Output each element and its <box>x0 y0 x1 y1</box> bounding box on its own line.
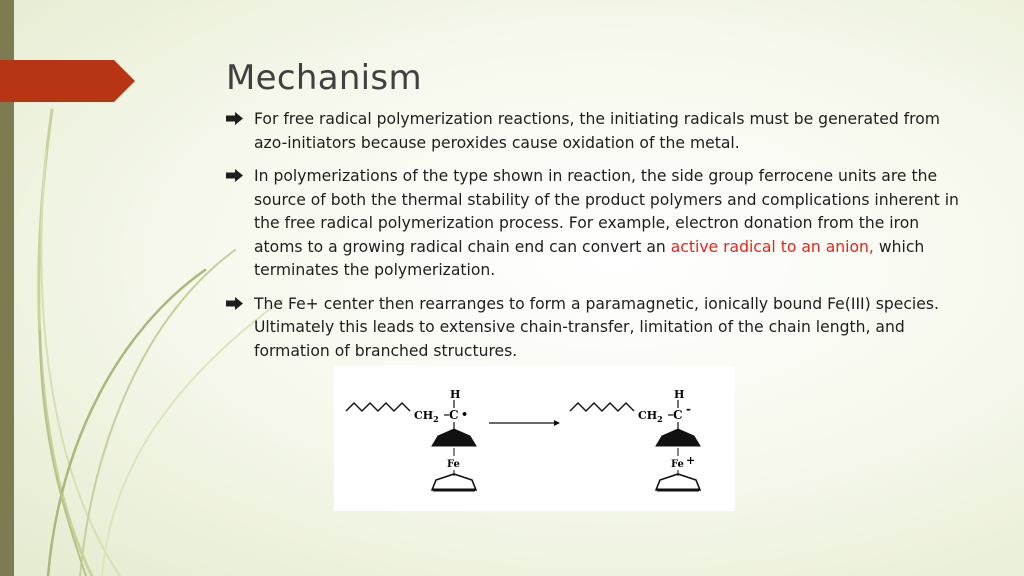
reactant-carbon: C <box>449 408 459 422</box>
product-structure <box>570 388 700 490</box>
reactant-cyclopentadienyl-bottom <box>432 474 476 490</box>
arrow-bullet-icon <box>226 297 243 310</box>
bullet-text: The Fe+ center then rearranges to form a paramagnetic, ionically bound Fe(III) species. Ultimately this leads to extensive chain-transfer, limitation of the chain length, and formation of branched structures. <box>254 294 939 360</box>
product-alkyl-chain <box>570 403 634 411</box>
reactant-ch2: $CH_2$ <box>414 409 439 424</box>
product-cyclopentadienyl-bottom <box>656 474 700 490</box>
bullet-item <box>226 165 966 283</box>
product-cyclopentadienyl-top <box>656 429 700 446</box>
bullet-item <box>226 108 966 155</box>
product-iron: Fe <box>671 459 684 470</box>
product-ch2: $CH_2$ <box>638 409 663 424</box>
bullet-text: For free radical polymerization reactions, the initiating radicals must be generated from azo-initiators because peroxides cause oxidation of the metal. <box>254 110 940 152</box>
title-accent-tab <box>0 60 135 102</box>
slide-title: Mechanism <box>226 58 422 98</box>
reactant-iron: Fe <box>447 459 460 470</box>
radical-dot: • <box>461 408 469 421</box>
bullet-text: In polymerizations of the type shown in reaction, the side group ferrocene units are the source of both the thermal stability of the product polymers and complications inherent in the free radical polymerization process. For example, electron donation from the iron atoms to a growing radical chain end can convert an <box>254 167 959 256</box>
reactant-hydrogen: H <box>450 388 461 401</box>
anion-minus: - <box>686 402 691 416</box>
reaction-scheme <box>334 366 735 511</box>
product-hydrogen: H <box>674 388 685 401</box>
bullet-item <box>226 293 966 364</box>
reactant-structure <box>346 388 476 490</box>
bullet-list <box>226 108 966 373</box>
reaction-arrow <box>489 420 560 426</box>
bullet-text: which terminates the polymerization. <box>254 237 925 279</box>
product-carbon: C <box>673 408 683 422</box>
arrow-bullet-icon <box>226 112 243 125</box>
iron-plus-charge: + <box>686 454 696 467</box>
reactant-cyclopentadienyl-top <box>432 429 476 446</box>
reactant-alkyl-chain <box>346 403 410 411</box>
arrow-bullet-icon <box>226 169 243 182</box>
reaction-scheme-image <box>334 366 735 511</box>
highlighted-text: active radical to an anion, <box>670 237 874 256</box>
